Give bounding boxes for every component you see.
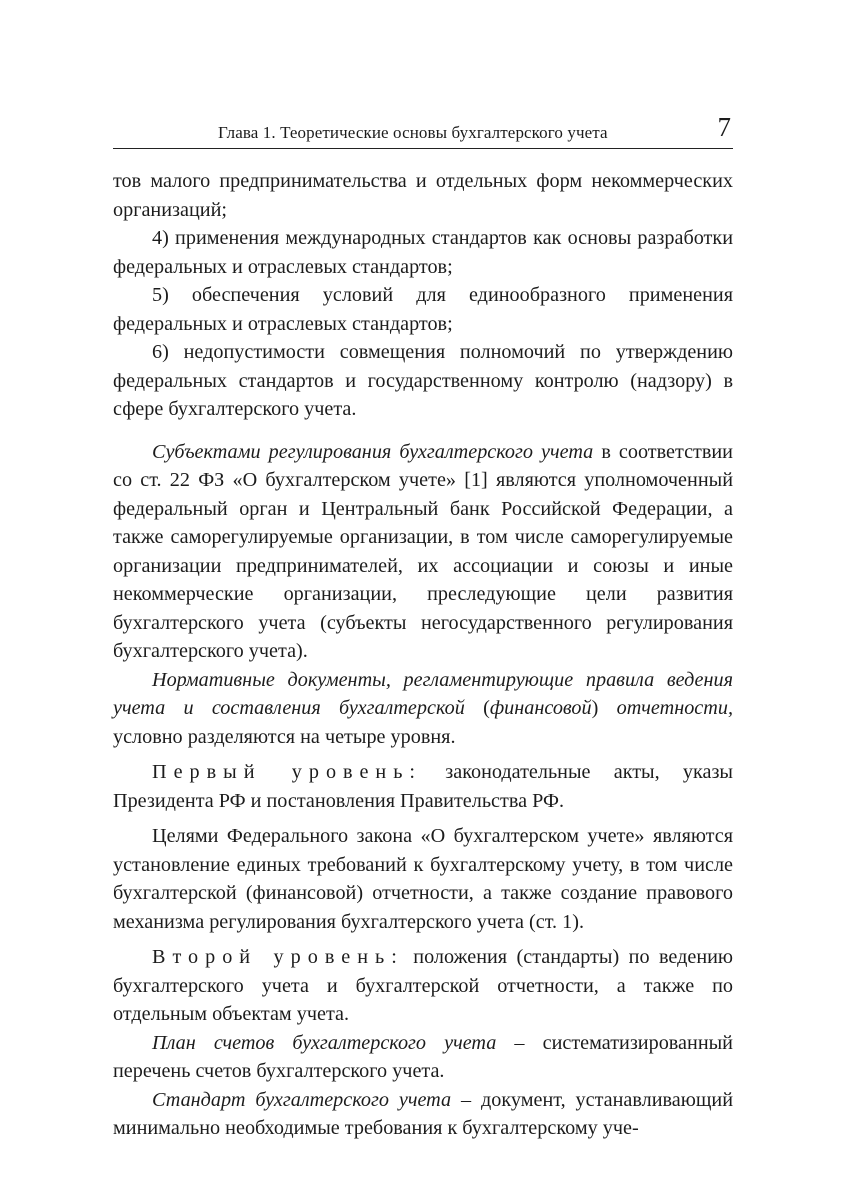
paragraph-accounting-standard-text: – документ, устанавливающий минимально необходимые требования к бухгалтерскому уче-: [113, 1088, 733, 1139]
term-regulation-subjects: Субъектами регулирования бухгалтерского учета: [152, 440, 594, 463]
paragraph-first-level: [113, 758, 733, 815]
list-item-4: 4) применения международных стандартов как основы разработки федеральных и отраслевых стандартов;: [113, 227, 733, 278]
paragraph-first-level-text: законодательные акты, указы Президента РФ и постановления Правительства РФ.: [113, 761, 733, 812]
paragraph-second-level-text: положения (стандарты) по ведению бухгалтерского учета и бухгалтерской отчетности, а также по отдельным объектам учета.: [113, 946, 734, 1025]
paragraph-chart-of-accounts-text: – систематизированный перечень счетов бухгалтерского учета.: [113, 1031, 733, 1082]
term-reporting: отчетности,: [616, 697, 733, 719]
paragraph-law-goals: Целями Федерального закона «О бухгалтерском учете» являются установление единых требований к бухгалтерскому учету, в том числе бухгалтерской (финансовой) отчетности, а также создание правового механизма регулирования бухгалтерского учета (ст. 1).: [113, 825, 733, 933]
paragraph-accounting-standard: [113, 1086, 733, 1143]
heading-first-level: Первый уровень:: [152, 761, 423, 783]
paragraph-continuation: тов малого предпринимательства и отдельных форм некоммерческих организаций;: [113, 170, 733, 221]
running-header: [113, 112, 733, 149]
page-number: 7: [717, 112, 731, 142]
heading-second-level: Второй уровень:: [152, 946, 404, 968]
term-financial: финансовой: [489, 697, 592, 719]
term-accounting-standard: Стандарт бухгалтерского учета: [152, 1088, 452, 1111]
paren-close: ): [591, 697, 617, 719]
paragraph-normative-documents: [113, 666, 733, 752]
page-body: [113, 167, 733, 1143]
paragraph-chart-of-accounts: [113, 1029, 733, 1086]
term-chart-of-accounts: План счетов бухгалтерского учета: [152, 1031, 497, 1054]
list-item-6: 6) недопустимости совмещения полномочий по утверждению федеральных стандартов и государственному контролю (надзору) в сфере бухгалтерского учета.: [113, 341, 733, 420]
term-normative-documents: Нормативные документы, регламентирующие правила ведения учета и составления бухгалтерской: [113, 668, 733, 719]
paragraph-normative-documents-text: условно разделяются на четыре уровня.: [113, 725, 456, 748]
paragraph-regulation-subjects-text: в соответствии со ст. 22 ФЗ «О бухгалтерском учете» [1] являются уполномоченный федеральный орган и Центральный банк Российской Федерации, а также саморегулируемые организации, в том числе саморегулируемые организации предпринимателей, их ассоциации и союзы и иные некоммерческие организации, преследующие цели развития бухгалтерского учета (субъекты негосударственного регулирования бухгалтерского учета).: [113, 440, 733, 662]
paren-open: (: [464, 697, 490, 719]
list-item-5: 5) обеспечения условий для единообразного применения федеральных и отраслевых стандартов;: [113, 284, 733, 335]
chapter-title: Глава 1. Теоретические основы бухгалтерского учета: [218, 123, 608, 142]
paragraph-regulation-subjects: [113, 438, 733, 666]
paragraph-second-level: [113, 943, 733, 1029]
